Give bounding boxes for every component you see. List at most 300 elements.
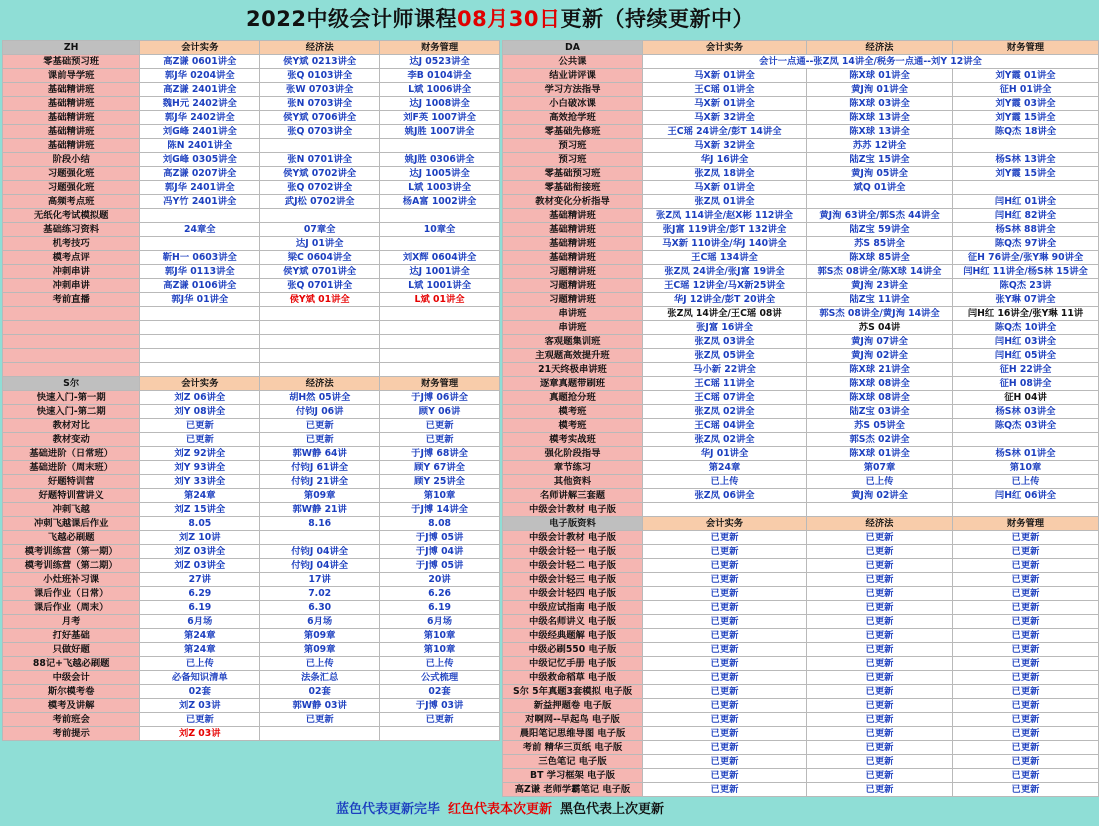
row-label: 章节练习: [503, 461, 643, 475]
table-cell: 高Z谦 2401讲全: [140, 83, 260, 97]
table-cell: 黄J洵 05讲全: [807, 167, 953, 181]
table-cell: 已更新: [643, 545, 807, 559]
table-cell: [260, 349, 380, 363]
row-label: 中级会计轻二 电子版: [503, 559, 643, 573]
table-row: [3, 433, 500, 447]
row-label: 小灶班补习课: [3, 573, 140, 587]
table-row: [503, 433, 1099, 447]
table-cell: 法条汇总: [260, 671, 380, 685]
table-cell: 已更新: [807, 643, 953, 657]
table-row: [503, 489, 1099, 503]
table-row: [3, 111, 500, 125]
row-label: 晨阳笔记思维导图 电子版: [503, 727, 643, 741]
table-cell: 6.26: [380, 587, 500, 601]
row-label: 高效抢学班: [503, 111, 643, 125]
se-header-row: [3, 377, 500, 391]
table-cell: 闫H红 03讲全: [953, 335, 1099, 349]
table-row: [3, 181, 500, 195]
table-row: [503, 83, 1099, 97]
table-row: [3, 727, 500, 741]
table-cell: [953, 433, 1099, 447]
table-cell: 付钧J 04讲全: [260, 559, 380, 573]
row-label: 基础精讲班: [503, 223, 643, 237]
table-cell: 刘F英 1007讲全: [380, 111, 500, 125]
table-cell: 姚J胜 1007讲全: [380, 125, 500, 139]
table-cell: 陈X球 21讲全: [807, 363, 953, 377]
table-cell: [380, 363, 500, 377]
row-label: 考前提示: [3, 727, 140, 741]
zh-header-row: [3, 41, 500, 55]
table-row: [503, 279, 1099, 293]
table-cell: 已更新: [643, 783, 807, 797]
table-row: [503, 237, 1099, 251]
row-label: 真题抢分班: [503, 391, 643, 405]
table-cell: 已更新: [260, 433, 380, 447]
table-cell: 已更新: [953, 601, 1099, 615]
table-row: [503, 475, 1099, 489]
empty-row: [3, 363, 500, 377]
table-cell: 刘Y霞 01讲全: [953, 69, 1099, 83]
table-cell: 张N 0701讲全: [260, 153, 380, 167]
table-cell: 付钧J 06讲: [260, 405, 380, 419]
color-legend: [0, 796, 1000, 824]
table-cell: 已更新: [643, 657, 807, 671]
table-row: [503, 615, 1099, 629]
table-cell: 已更新: [953, 741, 1099, 755]
table-cell: 已更新: [807, 685, 953, 699]
table-cell: 马X新 01讲全: [643, 69, 807, 83]
table-cell: 已更新: [953, 783, 1099, 797]
table-cell: 张Q 0702讲全: [260, 181, 380, 195]
table-cell: 刘Y霞 15讲全: [953, 167, 1099, 181]
table-cell: 顾Y 67讲全: [380, 461, 500, 475]
row-label: 中级经典题解 电子版: [503, 629, 643, 643]
table-cell: [140, 363, 260, 377]
table-row: [3, 223, 500, 237]
table-cell: 张J富 119讲全/彭T 132讲全: [643, 223, 807, 237]
table-cell: 征H 01讲全: [953, 83, 1099, 97]
table-row: [503, 391, 1099, 405]
table-cell: 于J博 14讲全: [380, 503, 500, 517]
table-cell: 已更新: [807, 601, 953, 615]
row-label: 学习方法指导: [503, 83, 643, 97]
table-cell: 胡H然 05讲全: [260, 391, 380, 405]
row-label: 主观题高效提升班: [503, 349, 643, 363]
table-cell: 陈X球 01讲全: [807, 69, 953, 83]
table-row: [503, 741, 1099, 755]
table-cell: 高Z谦 0106讲全: [140, 279, 260, 293]
table-cell: 已上传: [643, 475, 807, 489]
table-cell: 刘Y 33讲全: [140, 475, 260, 489]
table-cell: 已更新: [807, 573, 953, 587]
table-cell: 陈N 2401讲全: [140, 139, 260, 153]
row-label: 零基础预习班: [503, 167, 643, 181]
table-cell: 达J 1001讲全: [380, 265, 500, 279]
table-cell: 王C瑶 11讲全: [643, 377, 807, 391]
table-row: [503, 251, 1099, 265]
row-label: [3, 321, 140, 335]
table-cell: [953, 139, 1099, 153]
table-cell: 张Q 0703讲全: [260, 125, 380, 139]
table-cell: 已更新: [953, 657, 1099, 671]
section-title: S尔: [3, 377, 140, 391]
table-cell: 已更新: [643, 741, 807, 755]
row-label: 冲刺串讲: [3, 265, 140, 279]
table-row: [503, 349, 1099, 363]
row-label: 中级应试指南 电子版: [503, 601, 643, 615]
table-cell: 张Z凤 02讲全: [643, 433, 807, 447]
row-label: 模考及讲解: [3, 699, 140, 713]
table-cell: 华J 01讲全: [643, 447, 807, 461]
table-cell: 已更新: [953, 685, 1099, 699]
table-cell: 马X新 01讲全: [643, 97, 807, 111]
table-cell: 李B 0104讲全: [380, 69, 500, 83]
row-label: 习题精讲班: [503, 279, 643, 293]
table-cell: 已更新: [807, 559, 953, 573]
title-date: 08月30日: [457, 7, 561, 31]
table-cell: 已更新: [643, 643, 807, 657]
row-label: 习题强化班: [3, 181, 140, 195]
row-label: 中级会计: [3, 671, 140, 685]
table-cell: [260, 727, 380, 741]
table-cell: 黄J洵 02讲全: [807, 489, 953, 503]
table-cell: 征H 08讲全: [953, 377, 1099, 391]
table-cell: 已更新: [380, 433, 500, 447]
table-row: [503, 685, 1099, 699]
table-cell: 张Z凤 02讲全: [643, 405, 807, 419]
table-cell: 陈Q杰 03讲全: [953, 419, 1099, 433]
table-row: [3, 531, 500, 545]
row-label: 教材变化分析指导: [503, 195, 643, 209]
row-label: 课后作业（日常）: [3, 587, 140, 601]
row-label: 小白破冰课: [503, 97, 643, 111]
table-cell: 达J 1005讲全: [380, 167, 500, 181]
table-row: [3, 153, 500, 167]
table-cell: 公式梳理: [380, 671, 500, 685]
table-cell: [260, 139, 380, 153]
table-cell: 刘Z 03讲全: [140, 559, 260, 573]
title-suffix: 更新（持续更新中）: [560, 7, 754, 31]
table-row: [503, 461, 1099, 475]
table-cell: 陈Q杰 18讲全: [953, 125, 1099, 139]
table-row: [3, 475, 500, 489]
table-row: [3, 699, 500, 713]
table-cell: 已更新: [807, 741, 953, 755]
table-cell: 已更新: [260, 419, 380, 433]
table-cell: 已上传: [953, 475, 1099, 489]
table-row: [503, 573, 1099, 587]
table-row: [3, 615, 500, 629]
table-row: [3, 461, 500, 475]
table-cell: 已更新: [953, 531, 1099, 545]
table-row: [3, 125, 500, 139]
table-row: [3, 237, 500, 251]
table-cell: 杨S林 03讲全: [953, 405, 1099, 419]
table-cell: 姚J胜 0306讲全: [380, 153, 500, 167]
table-cell: 王C瑶 01讲全: [643, 83, 807, 97]
row-label: 快速入门-第一期: [3, 391, 140, 405]
row-label: 模考点评: [3, 251, 140, 265]
table-row: [3, 517, 500, 531]
right-table: [502, 40, 1099, 797]
table-row: [3, 503, 500, 517]
table-cell: 苏S 05讲全: [807, 419, 953, 433]
table-cell: 达J 0523讲全: [380, 55, 500, 69]
table-cell: 顾Y 25讲全: [380, 475, 500, 489]
row-label: 基础精讲班: [503, 251, 643, 265]
table-cell: 闫H红 06讲全: [953, 489, 1099, 503]
table-cell: 会计一点通--张Z凤 14讲全/税务一点通--刘Y 12讲全: [643, 55, 1099, 69]
table-row: [503, 755, 1099, 769]
table-cell: 已上传: [380, 657, 500, 671]
table-cell: 已更新: [643, 727, 807, 741]
table-cell: 冯Y竹 2401讲全: [140, 195, 260, 209]
table-cell: 张Y琳 07讲全: [953, 293, 1099, 307]
table-row: [503, 419, 1099, 433]
table-row: [503, 601, 1099, 615]
table-cell: 刘Z 92讲全: [140, 447, 260, 461]
table-cell: 已更新: [953, 573, 1099, 587]
row-label: 基础精讲班: [503, 209, 643, 223]
table-cell: 郭J华 0204讲全: [140, 69, 260, 83]
column-header: 经济法: [807, 41, 953, 55]
row-label: S尔 5年真题3套模拟 电子版: [503, 685, 643, 699]
table-cell: 黄J洵 01讲全: [807, 83, 953, 97]
table-cell: 陈Q杰 10讲全: [953, 321, 1099, 335]
table-row: [503, 559, 1099, 573]
table-cell: 已更新: [953, 629, 1099, 643]
table-row: [503, 307, 1099, 321]
row-label: 其他资料: [503, 475, 643, 489]
table-cell: 已更新: [807, 671, 953, 685]
table-cell: 已更新: [260, 713, 380, 727]
row-label: 基础精讲班: [3, 83, 140, 97]
table-cell: 侯Y斌 0213讲全: [260, 55, 380, 69]
table-cell: 已更新: [807, 587, 953, 601]
table-row: [503, 265, 1099, 279]
row-label: 基础精讲班: [3, 125, 140, 139]
table-cell: 高Z谦 0207讲全: [140, 167, 260, 181]
table-cell: 已更新: [380, 713, 500, 727]
row-label: 斯尔模考卷: [3, 685, 140, 699]
row-label: 课后作业（周末）: [3, 601, 140, 615]
column-header: 财务管理: [380, 377, 500, 391]
table-cell: 征H 76讲全/张Y琳 90讲全: [953, 251, 1099, 265]
table-cell: 王C瑶 12讲全/马X新25讲全: [643, 279, 807, 293]
table-cell: 杨A富 1002讲全: [380, 195, 500, 209]
table-cell: 郭J华 2401讲全: [140, 181, 260, 195]
row-label: 模考训练营（第一期）: [3, 545, 140, 559]
column-header: 经济法: [260, 377, 380, 391]
table-row: [503, 783, 1099, 797]
table-row: [3, 643, 500, 657]
table-cell: 杨S林 13讲全: [953, 153, 1099, 167]
table-cell: 已更新: [807, 545, 953, 559]
table-cell: 魏H元 2402讲全: [140, 97, 260, 111]
table-cell: 刘Z 03讲: [140, 727, 260, 741]
table-row: [3, 293, 500, 307]
table-cell: 陈X球 13讲全: [807, 125, 953, 139]
table-cell: 郭W静 03讲: [260, 699, 380, 713]
table-row: [503, 405, 1099, 419]
table-cell: 侯Y斌 0706讲全: [260, 111, 380, 125]
table-cell: [260, 335, 380, 349]
table-cell: 黄J洵 23讲全: [807, 279, 953, 293]
table-row: [3, 97, 500, 111]
table-cell: 6.30: [260, 601, 380, 615]
table-cell: 郭S杰 08讲全/黄J洵 14讲全: [807, 307, 953, 321]
table-cell: 闫H红 01讲全: [953, 195, 1099, 209]
table-cell: [380, 321, 500, 335]
table-cell: 于J博 05讲: [380, 531, 500, 545]
table-cell: L斌 1001讲全: [380, 279, 500, 293]
table-row: [503, 209, 1099, 223]
table-cell: 闫H红 82讲全: [953, 209, 1099, 223]
table-cell: 郭W静 21讲: [260, 503, 380, 517]
row-label: [3, 363, 140, 377]
table-cell: [380, 139, 500, 153]
table-cell: 黄J洵 63讲全/郭S杰 44讲全: [807, 209, 953, 223]
table-cell: 侯Y斌 0702讲全: [260, 167, 380, 181]
table-row: [3, 713, 500, 727]
table-cell: 6月场: [260, 615, 380, 629]
table-cell: 02套: [140, 685, 260, 699]
table-cell: 付钧J 04讲全: [260, 545, 380, 559]
table-cell: 已更新: [643, 769, 807, 783]
table-cell: 已更新: [953, 559, 1099, 573]
table-cell: 已更新: [953, 727, 1099, 741]
table-row: [3, 559, 500, 573]
row-label: 模考训练营（第二期）: [3, 559, 140, 573]
table-cell: 陆Z宝 11讲全: [807, 293, 953, 307]
table-row: [3, 545, 500, 559]
row-label: 基础精讲班: [3, 111, 140, 125]
table-cell: 陈X球 03讲全: [807, 97, 953, 111]
row-label: [3, 349, 140, 363]
table-cell: 王C瑶 07讲全: [643, 391, 807, 405]
table-cell: 陆Z宝 15讲全: [807, 153, 953, 167]
row-label: 基础精讲班: [3, 97, 140, 111]
table-row: [503, 153, 1099, 167]
table-cell: 于J博 05讲: [380, 559, 500, 573]
table-row: [3, 685, 500, 699]
table-cell: 郭W静 64讲: [260, 447, 380, 461]
table-row: [503, 643, 1099, 657]
table-cell: 于J博 04讲: [380, 545, 500, 559]
row-label: 客观题集训班: [503, 335, 643, 349]
table-row: [503, 139, 1099, 153]
table-cell: 陈Q杰 97讲全: [953, 237, 1099, 251]
row-label: 中级记忆手册 电子版: [503, 657, 643, 671]
table-cell: 郭J华 2402讲全: [140, 111, 260, 125]
table-cell: 已上传: [140, 657, 260, 671]
table-row: [503, 97, 1099, 111]
table-cell: 已更新: [643, 587, 807, 601]
row-label: 88记+飞越必刷题: [3, 657, 140, 671]
table-cell: [260, 209, 380, 223]
row-label: 零基础预习班: [3, 55, 140, 69]
table-cell: 张Z凤 18讲全: [643, 167, 807, 181]
column-header: 经济法: [260, 41, 380, 55]
row-label: 模考班: [503, 419, 643, 433]
table-cell: [260, 531, 380, 545]
row-label: 基础进阶（日常班）: [3, 447, 140, 461]
table-row: [3, 671, 500, 685]
table-cell: 梁C 0604讲全: [260, 251, 380, 265]
table-row: [3, 83, 500, 97]
table-row: [503, 377, 1099, 391]
table-row: [503, 531, 1099, 545]
table-cell: 已更新: [807, 769, 953, 783]
table-cell: 第24章: [140, 643, 260, 657]
table-row: [503, 293, 1099, 307]
table-cell: 已更新: [953, 615, 1099, 629]
table-cell: 8.16: [260, 517, 380, 531]
table-row: [503, 335, 1099, 349]
table-cell: 陈X球 08讲全: [807, 377, 953, 391]
table-cell: 张J富 16讲全: [643, 321, 807, 335]
section-title: 电子版资料: [503, 517, 643, 531]
row-label: 零基础先修班: [503, 125, 643, 139]
table-cell: 第24章: [643, 461, 807, 475]
row-label: 预习班: [503, 153, 643, 167]
table-cell: 武J松 0702讲全: [260, 195, 380, 209]
table-cell: 第10章: [380, 643, 500, 657]
table-cell: 已上传: [260, 657, 380, 671]
table-cell: [140, 209, 260, 223]
table-cell: 已更新: [953, 545, 1099, 559]
table-cell: 已上传: [807, 475, 953, 489]
table-cell: 已更新: [643, 573, 807, 587]
table-cell: 第09章: [260, 629, 380, 643]
table-row: [3, 265, 500, 279]
table-row: [503, 167, 1099, 181]
row-label: 习题强化班: [3, 167, 140, 181]
table-cell: 郭S杰 08讲全/陈X球 14讲全: [807, 265, 953, 279]
row-label: 好题特训营: [3, 475, 140, 489]
row-label: 零基础衔接班: [503, 181, 643, 195]
row-label: 冲刺飞越课后作业: [3, 517, 140, 531]
table-cell: 已更新: [807, 783, 953, 797]
table-cell: 苏S 85讲全: [807, 237, 953, 251]
table-row: [503, 671, 1099, 685]
table-cell: 已更新: [807, 615, 953, 629]
table-cell: 马X新 01讲全: [643, 181, 807, 195]
table-cell: 已更新: [953, 755, 1099, 769]
table-cell: [953, 503, 1099, 517]
table-cell: 王C瑶 24讲全/彭T 14讲全: [643, 125, 807, 139]
table-cell: 张Z凤 114讲全/赵X彬 112讲全: [643, 209, 807, 223]
table-cell: 陈X球 08讲全: [807, 391, 953, 405]
row-label: 考前直播: [3, 293, 140, 307]
table-cell: 王C瑶 134讲全: [643, 251, 807, 265]
table-row: [503, 545, 1099, 559]
table-cell: 6.19: [140, 601, 260, 615]
row-label: BT 学习框架 电子版: [503, 769, 643, 783]
table-row: [3, 195, 500, 209]
legend-red: 红色代表本次更新: [447, 802, 552, 817]
table-cell: 02套: [260, 685, 380, 699]
table-cell: 顾Y 06讲: [380, 405, 500, 419]
table-row: [3, 139, 500, 153]
table-cell: 陆Z宝 03讲全: [807, 405, 953, 419]
table-row: [503, 699, 1099, 713]
table-cell: 已更新: [643, 755, 807, 769]
table-cell: 马X新 32讲全: [643, 111, 807, 125]
row-label: 习题精讲班: [503, 293, 643, 307]
row-label: 中级必刷550 电子版: [503, 643, 643, 657]
table-cell: 已更新: [643, 615, 807, 629]
